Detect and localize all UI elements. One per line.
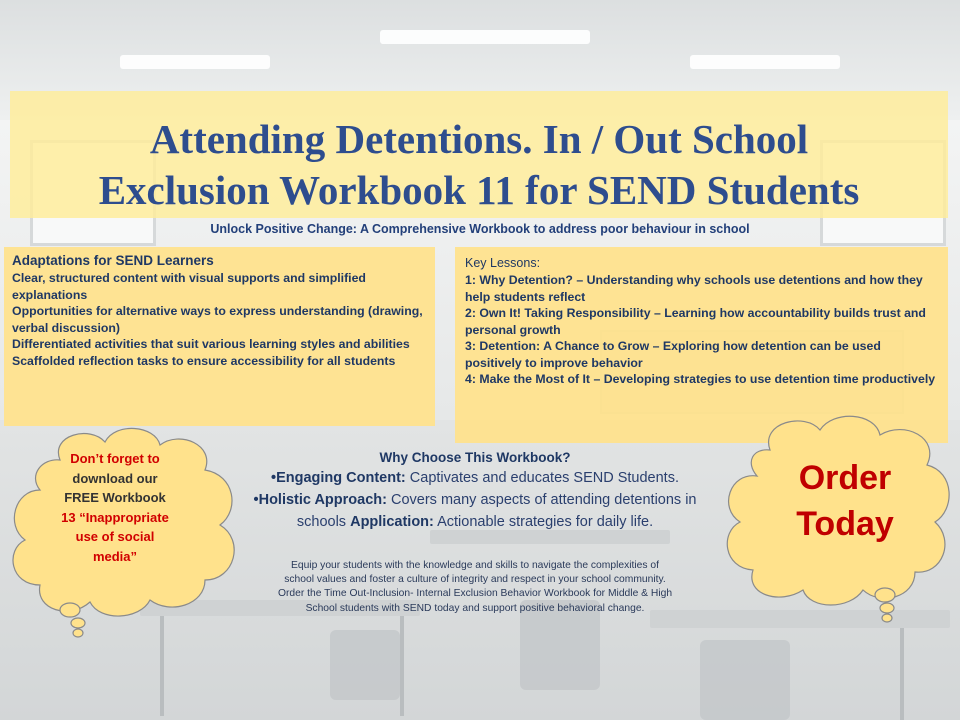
order-line: Today (796, 505, 894, 543)
why-bullet-label: •Engaging Content: (271, 470, 406, 486)
lesson-item: 2: Own It! Taking Responsibility – Learning how accountability builds trust and personal growth (465, 306, 926, 337)
desk-leg (400, 616, 404, 716)
page-title (10, 114, 948, 216)
promo-paragraph (250, 559, 700, 616)
free-line: media” (92, 548, 138, 564)
why-bullet-label: •Holistic Approach: (253, 492, 387, 508)
cloud-bubble (71, 618, 85, 628)
adaptations-heading: Adaptations for SEND Learners (12, 253, 214, 268)
promo-line: school values and foster a culture of integrity and respect in your school community. (284, 574, 666, 586)
free-workbook-text[interactable] (40, 449, 190, 566)
cloud-bubble (875, 588, 895, 602)
title-line-2: Exclusion Workbook 11 for SEND Students (98, 167, 860, 213)
lesson-item: 3: Detention: A Chance to Grow – Exploring how detention can be used positively to improve behavior (465, 339, 881, 370)
desk-leg (900, 628, 904, 720)
cloud-bubble (880, 603, 894, 613)
adaptation-item: Clear, structured content with visual supports and simplified explanations (12, 271, 366, 302)
why-bullet (200, 514, 750, 530)
free-line: 13 “Inappropriate (61, 509, 169, 525)
why-bullet (200, 470, 750, 486)
adaptation-item: Opportunities for alternative ways to express understanding (drawing, verbal discussion) (12, 304, 423, 335)
free-line: use of social (75, 529, 155, 544)
cloud-bubble (73, 629, 83, 637)
chair (700, 640, 790, 720)
why-bullet (200, 492, 750, 508)
adaptations-panel (4, 247, 435, 426)
adaptation-item: Scaffolded reflection tasks to ensure accessibility for all students (12, 353, 396, 368)
chair (330, 630, 400, 700)
order-today-button[interactable] (760, 455, 930, 547)
promo-line: Equip your students with the knowledge and skills to navigate the complexities of (290, 560, 660, 571)
lesson-item: 4: Make the Most of It – Developing strategies to use detention time productively (465, 372, 936, 386)
promo-line: Order the Time Out-Inclusion- Internal Exclusion Behavior Workbook for Middle & High (277, 588, 673, 600)
cloud-bubble (60, 603, 80, 617)
order-line: Order (798, 459, 892, 497)
free-line: Don’t forget to (70, 451, 160, 466)
cloud-bubble (882, 614, 892, 622)
why-bullet-text: Captivates and educates SEND Students. (405, 470, 679, 486)
free-line: download our (72, 470, 158, 486)
subtitle: Unlock Positive Change: A Comprehensive Workbook to address poor behaviour in school (210, 222, 750, 236)
key-lessons-heading: Key Lessons: (465, 256, 541, 270)
why-bullet-label: Application: (350, 514, 434, 530)
ceiling-light (690, 55, 840, 69)
adaptation-item: Differentiated activities that suit various learning styles and abilities (12, 337, 410, 351)
ceiling-light (120, 55, 270, 69)
why-bullet-text: Covers many aspects of attending detentions in (386, 492, 697, 508)
desk (430, 530, 670, 544)
promo-line: School students with SEND today and support positive behavioral change. (305, 602, 645, 614)
lesson-item: 1: Why Detention? – Understanding why schools use detentions and how they help students reflect (465, 273, 923, 304)
why-bullet-text: schools (296, 514, 351, 530)
why-bullet-text: Actionable strategies for daily life. (433, 514, 654, 530)
free-line: FREE Workbook (64, 490, 166, 505)
why-choose-heading: Why Choose This Workbook? (379, 450, 571, 465)
ceiling-light (380, 30, 590, 44)
title-line-1: Attending Detentions. In / Out School (149, 116, 809, 162)
